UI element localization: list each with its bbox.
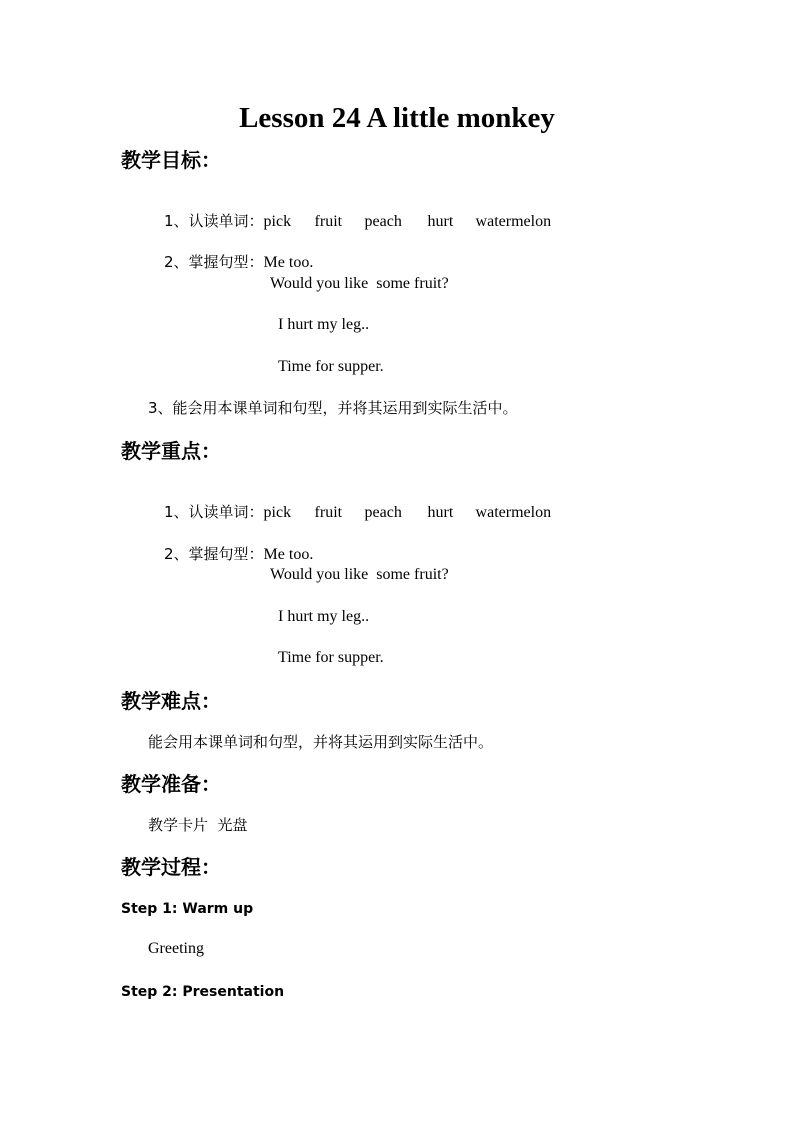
page-title: Lesson 24 A little monkey bbox=[239, 102, 555, 134]
sentence-pattern: Would you like some fruit? bbox=[270, 566, 449, 583]
difficulties-text: 能会用本课单词和句型，并将其运用到实际生活中。 bbox=[148, 733, 494, 751]
key-points-heading: 教学重点： bbox=[121, 439, 221, 463]
vocab-word: pick bbox=[263, 213, 292, 230]
item-prefix: 2、掌握句型： bbox=[164, 545, 264, 563]
difficulties-heading: 教学难点： bbox=[121, 689, 221, 713]
sentence-pattern: Me too. bbox=[263, 546, 314, 563]
vocab-word: peach bbox=[364, 504, 402, 521]
item-prefix: 1、认读单词： bbox=[164, 212, 264, 230]
sentence-pattern: Would you like some fruit? bbox=[270, 275, 449, 292]
step-2-label: Step 2: Presentation bbox=[121, 984, 285, 1000]
step-1-content: Greeting bbox=[148, 940, 204, 957]
vocab-word: watermelon bbox=[475, 213, 552, 230]
vocab-word: hurt bbox=[427, 504, 454, 521]
step-1-label: Step 1: Warm up bbox=[121, 901, 254, 917]
objectives-heading: 教学目标： bbox=[121, 148, 221, 172]
item-prefix: 1、认读单词： bbox=[164, 503, 264, 521]
preparation-heading: 教学准备： bbox=[121, 772, 221, 796]
sentence-pattern: Time for supper. bbox=[278, 649, 384, 666]
sentence-pattern: Me too. bbox=[263, 254, 314, 271]
sentence-pattern: Time for supper. bbox=[278, 358, 384, 375]
sentence-pattern: I hurt my leg.. bbox=[278, 316, 370, 333]
vocab-word: peach bbox=[364, 213, 402, 230]
sentence-pattern: I hurt my leg.. bbox=[278, 608, 370, 625]
vocab-word: fruit bbox=[314, 213, 343, 230]
item-prefix: 2、掌握句型： bbox=[164, 253, 264, 271]
vocab-word: watermelon bbox=[475, 504, 552, 521]
preparation-text: 教学卡片 光盘 bbox=[148, 816, 248, 834]
vocab-word: fruit bbox=[314, 504, 343, 521]
objectives-item-3: 3、能会用本课单词和句型，并将其运用到实际生活中。 bbox=[148, 399, 518, 417]
vocab-word: hurt bbox=[427, 213, 454, 230]
vocab-word: pick bbox=[263, 504, 292, 521]
process-heading: 教学过程： bbox=[121, 855, 221, 879]
